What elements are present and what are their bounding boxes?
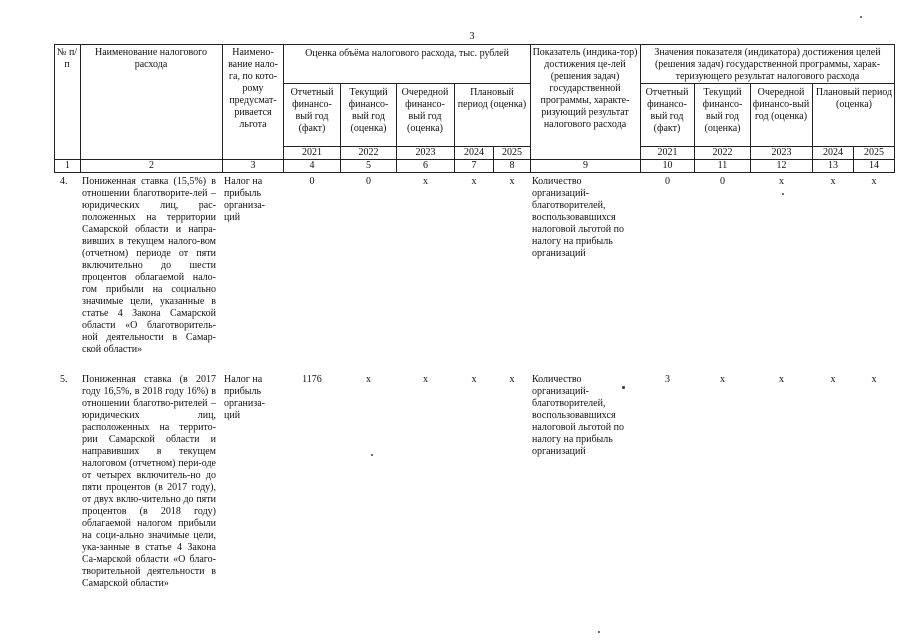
year-est-2022: 2022: [358, 147, 379, 158]
colnum-2: 2: [149, 160, 154, 171]
row-est-2025: x: [509, 176, 515, 187]
row-name: Пониженная ставка (15,5%) в отношении благотворите-лей – юридических лиц, рас-положенных на территории Самарской области и напра-вивших в текущем налого-вом (отчетном) периоде от пяти включительно до шести процентов облагаемой нало-гом прибыли на социально значимые цели, указанные в статье 4 Закона Самарской области «О благотворитель-ной деятельности в Самар-ской области»: [82, 176, 216, 355]
year-val-2025: 2025: [864, 147, 884, 158]
colnum-10: 10: [662, 160, 673, 171]
header-col-tax: Наимено-вание нало-га, по кото-рому предусмат-ривается льгота: [228, 47, 278, 130]
colnum-6: 6: [423, 160, 428, 171]
scan-speck: [782, 193, 784, 195]
colnum-13: 13: [828, 160, 838, 171]
colnum-5: 5: [366, 160, 371, 171]
header-val-reported: Отчетный финансо-вый год (факт): [645, 87, 689, 134]
year-val-2021: 2021: [657, 147, 678, 158]
colnum-12: 12: [776, 160, 787, 171]
year-val-2022: 2022: [712, 147, 733, 158]
header-est-reported: Отчетный финансо-вый год (факт): [290, 87, 334, 134]
row-val-2021: 3: [665, 374, 670, 385]
row-val-2025: x: [871, 374, 877, 385]
header-est-next: Очередной финансо-вый год (оценка): [401, 87, 449, 134]
year-est-2023: 2023: [415, 147, 436, 158]
row-est-2022: 0: [366, 176, 371, 187]
header-est-plan: Плановый период (оценка): [457, 87, 527, 110]
colnum-11: 11: [717, 160, 728, 171]
header-col-num: № п/п: [56, 47, 78, 70]
year-est-2025: 2025: [502, 147, 522, 158]
colnum-7: 7: [471, 160, 477, 171]
row-val-2024: x: [830, 374, 836, 385]
scan-speck: [860, 16, 862, 18]
row-est-2022: x: [366, 374, 371, 385]
year-val-2023: 2023: [771, 147, 792, 158]
header-values-group: Значения показателя (индикатора) достижения целей (решения задач) государственной программы, харак-теризующего результат налогового расхода: [654, 47, 881, 82]
colnum-9: 9: [583, 160, 588, 171]
row-val-2023: x: [779, 374, 784, 385]
row-val-2024: x: [830, 176, 836, 187]
colnum-8: 8: [509, 160, 515, 171]
row-est-2024: x: [471, 176, 477, 187]
row-tax: Налог на прибыль организа-ций: [224, 374, 265, 421]
header-col-name: Наименование налогового расхода: [94, 47, 208, 70]
row-val-2023: x: [779, 176, 784, 187]
row-indicator: Количество организаций-благотворителей, воспользовавшихся налоговой льготой по налогу на прибыль организаций: [532, 374, 624, 457]
colnum-3: 3: [250, 160, 256, 171]
colnum-1: 1: [65, 160, 70, 171]
row-est-2021: 0: [309, 176, 315, 187]
row-est-2024: x: [471, 374, 477, 385]
header-est-current: Текущий финансо-вый год (оценка): [348, 87, 389, 134]
row-indicator: Количество организаций-благотворителей, воспользовавшихся налоговой льготой по налогу на прибыль организаций: [532, 176, 624, 259]
colnum-14: 14: [869, 160, 879, 171]
row-est-2021: 1176: [302, 374, 322, 385]
row-est-2023: x: [423, 176, 428, 187]
header-val-plan: Плановый период (оценка): [815, 87, 893, 110]
header-indicator: Показатель (индика-тор) достижения це-лей (решения задач) государственной программы, характе-ризующий результат налогового расхода: [532, 47, 638, 130]
year-val-2024: 2024: [823, 147, 843, 158]
row-val-2022: 0: [720, 176, 725, 187]
scan-speck: [622, 386, 625, 389]
row-val-2022: x: [720, 374, 725, 385]
row-est-2023: x: [423, 374, 428, 385]
row-number: 5.: [60, 374, 68, 385]
year-est-2024: 2024: [464, 147, 484, 158]
header-val-next: Очередной финансо-вый год (оценка): [752, 87, 810, 122]
row-val-2025: x: [871, 176, 877, 187]
row-name: Пониженная ставка (в 2017 году 16,5%, в 2018 году 16%) в отношении благотво-рителей – юридических лиц, расположенных на террито-рии Самарской области и направивших в текущем налоговом (отчетном) пери-оде от четырех включитель-но до пяти процентов (в 2017 году), от двух вклю-чительно до пяти процентов (в 2018 году) облагаемой налогом прибыли на соци-ально значимые цели, ука-занные в статье 4 Закона Са-марской области «О благо-творительной деятельности в Самарской области»: [82, 374, 216, 589]
row-tax: Налог на прибыль организа-ций: [224, 176, 265, 223]
scan-speck: [598, 631, 600, 633]
colnum-4: 4: [309, 160, 315, 171]
header-estimate-group: Оценка объёма налогового расхода, тыс. рублей: [305, 48, 509, 59]
row-val-2021: 0: [665, 176, 670, 187]
scan-speck: [371, 454, 373, 456]
page-number: 3: [469, 31, 475, 42]
year-est-2021: 2021: [302, 147, 322, 158]
header-val-current: Текущий финансо-вый год (оценка): [702, 87, 743, 134]
row-number: 4.: [60, 176, 68, 187]
row-est-2025: x: [509, 374, 515, 385]
